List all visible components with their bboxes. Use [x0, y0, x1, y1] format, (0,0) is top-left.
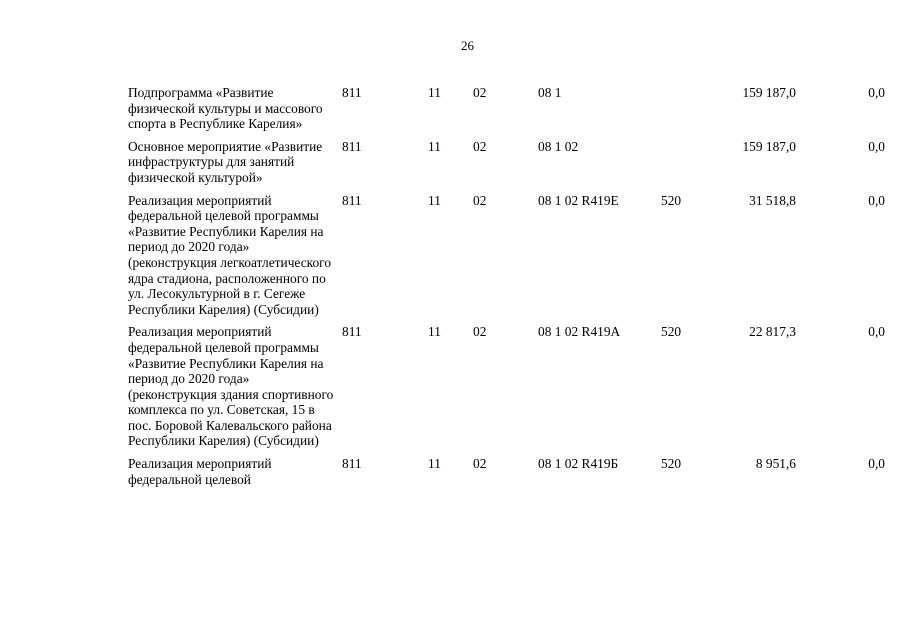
table-row	[128, 85, 888, 132]
row-ministry-code: 811	[342, 192, 362, 208]
row-ministry-code: 811	[342, 456, 362, 472]
row-target-article: 08 1 02 R419E	[538, 192, 619, 208]
row-section: 11	[428, 324, 441, 340]
row-amount-federal: 0,0	[868, 85, 885, 100]
budget-table	[128, 85, 888, 494]
row-ministry-code: 811	[342, 324, 362, 340]
row-section: 11	[428, 85, 441, 100]
row-target-article: 08 1	[538, 85, 562, 100]
row-amount-total: 22 817,3	[749, 324, 796, 340]
row-target-article: 08 1 02 R419A	[538, 324, 621, 340]
row-name: Реализация мероприятий федеральной целевой программы «Развитие Республики Карелия на период до 2020 года» (реконструкция здания спортивного комплекса по ул. Советская, 15 в пос. Боровой Калевальского района Республики Карелия) (Субсидии)	[128, 324, 334, 449]
row-expense-type: 520	[661, 324, 682, 340]
row-name: Основное мероприятие «Развитие инфраструктуры для занятий физической культурой»	[128, 138, 323, 185]
row-ministry-code: 811	[342, 138, 362, 154]
row-amount-total: 159 187,0	[742, 85, 796, 100]
row-subsection: 02	[473, 324, 487, 340]
row-amount-total: 159 187,0	[742, 138, 796, 154]
row-section: 11	[428, 138, 441, 154]
row-subsection: 02	[473, 85, 487, 100]
row-name: Реализация мероприятий федеральной целевой программы «Развитие Республики Карелия на период до 2020 года» (реконструкция легкоатлетического ядра стадиона, расположенного по ул. Лесокультурной в г. Сегеже Республики Карелия) (Субсидии)	[128, 192, 332, 317]
table-row	[128, 456, 888, 487]
row-amount-total: 31 518,8	[749, 192, 796, 208]
row-amount-federal: 0,0	[868, 138, 885, 154]
table-row	[128, 193, 888, 318]
row-name: Реализация мероприятий федеральной целевой	[128, 456, 272, 487]
row-amount-federal: 0,0	[868, 324, 885, 340]
row-expense-type: 520	[661, 192, 682, 208]
table-row	[128, 324, 888, 449]
row-target-article: 08 1 02	[538, 138, 579, 154]
row-name: Подпрограмма «Развитие физической культуры и массового спорта в Республике Карелия»	[128, 85, 323, 132]
row-subsection: 02	[473, 138, 487, 154]
row-amount-federal: 0,0	[868, 456, 885, 472]
row-ministry-code: 811	[342, 85, 362, 100]
row-subsection: 02	[473, 192, 487, 208]
page-number: 26	[461, 38, 474, 53]
row-section: 11	[428, 456, 441, 472]
row-expense-type: 520	[661, 456, 682, 472]
row-section: 11	[428, 192, 441, 208]
table-row	[128, 139, 888, 186]
row-subsection: 02	[473, 456, 487, 472]
row-target-article: 08 1 02 R419Б	[538, 456, 619, 472]
row-amount-total: 8 951,6	[755, 456, 796, 472]
row-amount-federal: 0,0	[868, 192, 885, 208]
